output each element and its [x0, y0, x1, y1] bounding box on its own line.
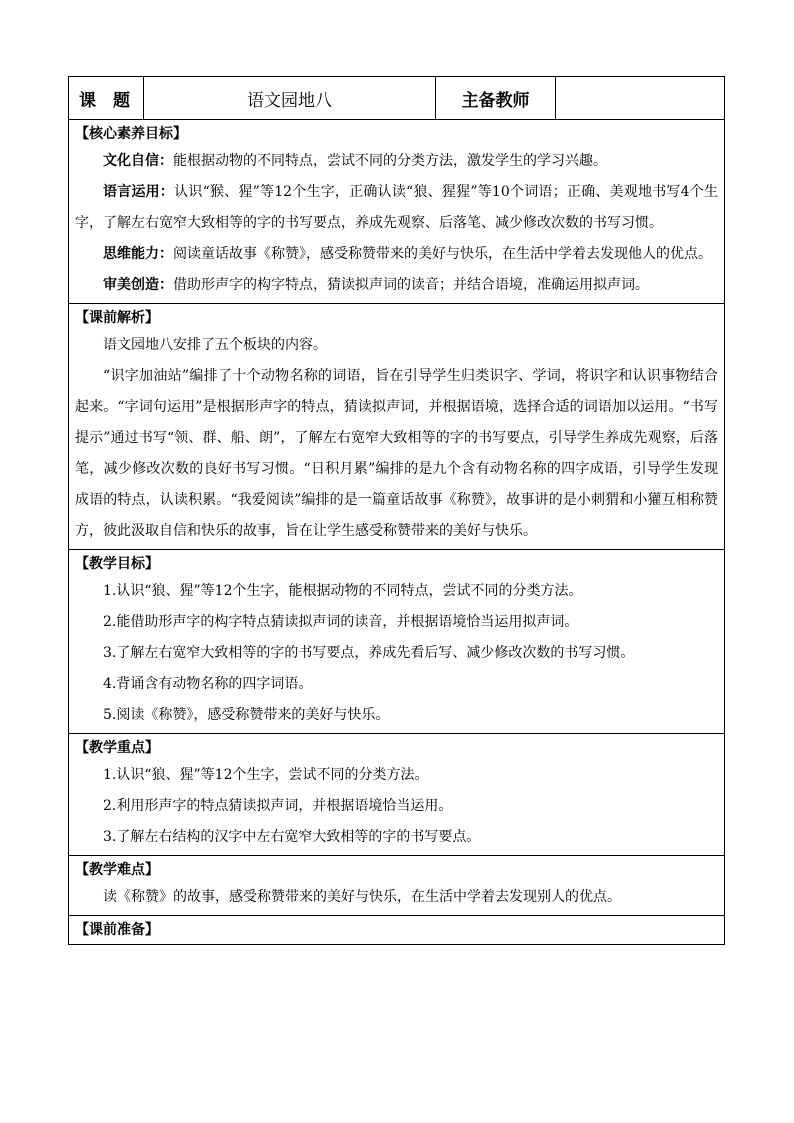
key-point-item: 1.认识“狼、猩”等12个生字，尝试不同的分类方法。 — [103, 767, 429, 783]
core-goals-section — [69, 120, 725, 304]
analysis-paragraph: 语文园地八安排了五个板块的内容。 — [103, 337, 327, 353]
core-goal-label: 语言运用： — [103, 184, 175, 200]
objective-item: 4.背诵含有动物名称的四字词语。 — [103, 676, 313, 692]
objectives-title: 【教学目标】 — [75, 556, 159, 572]
analysis-title: 【课前解析】 — [75, 310, 159, 326]
objective-item: 5.阅读《称赞》，感受称赞带来的美好与快乐。 — [103, 707, 390, 723]
lesson-plan-page — [68, 76, 724, 945]
analysis-paragraph: “识字加油站”编排了十个动物名称的词语，旨在引导学生归类识字、学词，将识字和认识事物结合起来。“字词句运用”是根据形声字的特点，猜读拟声词，并根据语境，选择合适的词语加以运用。“书写提示”通过书写“领、群、船、朗”，了解左右宽窄大致相等的字的书写要点，引导学生养成先观察，后落笔，减少修改次数的良好书写习惯。“日积月累”编排的是九个含有动物名称的四字成语，引导学生发现成语的特点，认读积累。“我爱阅读”编排的是一篇童话故事《称赞》，故事讲的是小刺猬和小獾互相称赞方，彼此汲取自信和快乐的故事，旨在让学生感受称赞带来的美好与快乐。 — [75, 368, 718, 539]
key-point-item: 3.了解左右结构的汉字中左右宽窄大致相等的字的书写要点。 — [103, 829, 481, 845]
topic-label: 课 题 — [69, 77, 144, 120]
difficulties-section — [69, 856, 725, 916]
preparation-section — [69, 916, 725, 945]
difficulties-title: 【教学难点】 — [75, 862, 159, 878]
lesson-plan-table — [68, 76, 725, 945]
core-goals-title: 【核心素养目标】 — [75, 126, 187, 142]
core-goal-text: 认识“猴、猩”等12个生字，正确认读“狼、猩猩”等10个词语；正确、美观地书写4个生字，了解左右宽窄大致相等的字的书写要点，养成先观察、后落笔、减少修改次数的书写习惯。 — [75, 184, 718, 231]
preparation-title: 【课前准备】 — [75, 922, 159, 938]
key-points-section — [69, 734, 725, 856]
analysis-section — [69, 304, 725, 550]
core-goal-item — [75, 146, 718, 177]
core-goal-item — [75, 270, 718, 301]
key-point-item: 2.利用形声字的特点猜读拟声词，并根据语境恰当运用。 — [103, 798, 453, 814]
topic-value: 语文园地八 — [144, 77, 436, 120]
key-points-title: 【教学重点】 — [75, 740, 159, 756]
objectives-section — [69, 550, 725, 734]
core-goal-text: 能根据动物的不同特点，尝试不同的分类方法，激发学生的学习兴趣。 — [173, 153, 607, 169]
objective-item: 2.能借助形声字的构字特点猜读拟声词的读音，并根据语境恰当运用拟声词。 — [103, 614, 579, 630]
objective-item: 1.认识“狼、猩”等12个生字，能根据动物的不同特点，尝试不同的分类方法。 — [103, 583, 583, 599]
header-row — [69, 77, 725, 120]
core-goal-item — [75, 177, 718, 239]
core-goal-label: 文化自信： — [103, 153, 173, 169]
objective-item: 3.了解左右宽窄大致相等的字的书写要点，养成先看后写、减少修改次数的书写习惯。 — [103, 645, 635, 661]
core-goal-label: 审美创造： — [103, 277, 173, 293]
teacher-value — [556, 77, 725, 120]
core-goal-text: 借助形声字的构字特点，猜读拟声词的读音；并结合语境，准确运用拟声词。 — [173, 277, 649, 293]
teacher-label: 主备教师 — [436, 77, 556, 120]
core-goal-text: 阅读童话故事《称赞》，感受称赞带来的美好与快乐，在生活中学着去发现他人的优点。 — [173, 246, 712, 262]
core-goal-item — [75, 239, 718, 270]
difficulty-item: 读《称赞》的故事，感受称赞带来的美好与快乐，在生活中学着去发现别人的优点。 — [103, 889, 621, 905]
core-goal-label: 思维能力： — [103, 246, 173, 262]
